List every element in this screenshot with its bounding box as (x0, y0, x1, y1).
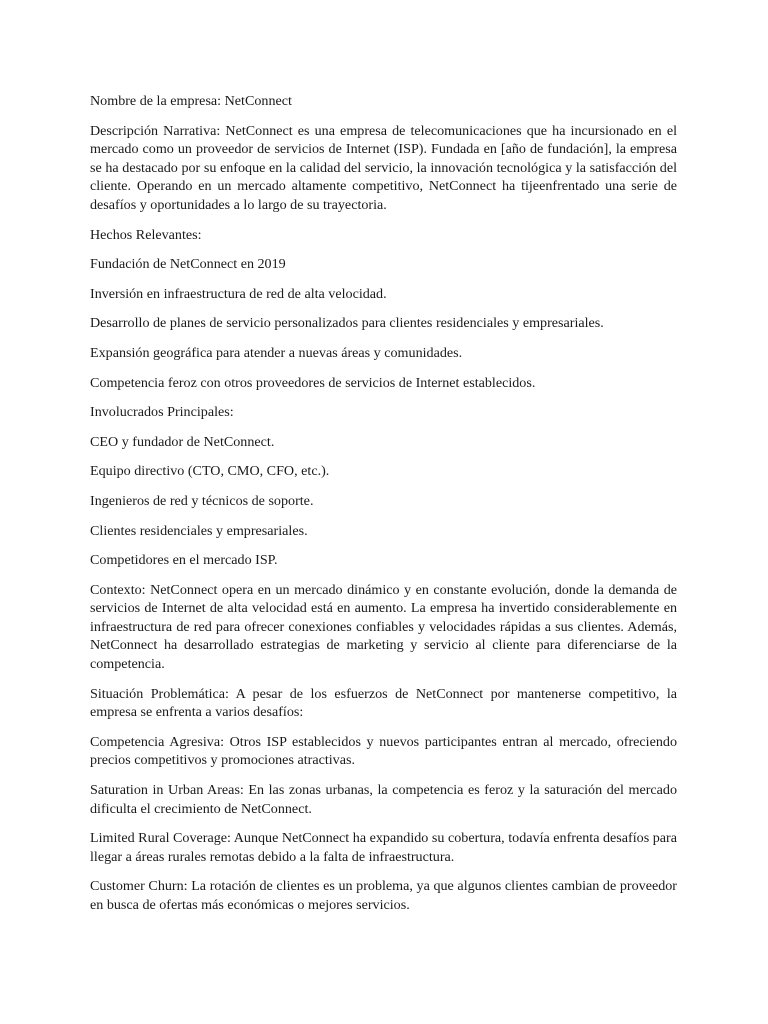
relevant-facts-heading: Hechos Relevantes: (90, 226, 202, 243)
stakeholders-heading: Involucrados Principales: (90, 404, 234, 421)
challenge-item: Saturation in Urban Areas: En las zonas urbanas, la competencia es feroz y la saturación del mercado dificulta el crecimiento de NetConnect. (90, 782, 677, 817)
stakeholder-item: CEO y fundador de NetConnect. (90, 433, 275, 450)
fact-item: Fundación de NetConnect en 2019 (90, 256, 286, 273)
fact-item: Competencia feroz con otros proveedores de servicios de Internet establecidos. (90, 374, 536, 391)
stakeholder-item: Clientes residenciales y empresariales. (90, 522, 308, 539)
company-name-line: Nombre de la empresa: NetConnect (90, 93, 292, 109)
stakeholder-item: Ingenieros de red y técnicos de soporte. (90, 492, 314, 509)
challenge-item: Competencia Agresiva: Otros ISP establecidos y nuevos participantes entran al mercado, ofreciendo precios competitivos y promociones atractivas. (90, 733, 677, 769)
document-page (90, 92, 677, 926)
stakeholder-item: Equipo directivo (CTO, CMO, CFO, etc.). (90, 463, 330, 480)
context-paragraph: Contexto: NetConnect opera en un mercado dinámico y en constante evolución, donde la demanda de servicios de Internet de alta velocidad está en aumento. La empresa ha invertido considerablemente en infraestructura de red para ofrecer conexiones confiables y velocidades rápidas a sus clientes. Además, NetConnect ha desarrollado estrategias de marketing y servicio al cliente para diferenciarse de la competencia. (90, 581, 677, 673)
challenge-item: Limited Rural Coverage: Aunque NetConnect ha expandido su cobertura, todavía enfrenta desafíos para llegar a áreas rurales remotas debido a la falta de infraestructura. (90, 830, 677, 865)
fact-item: Inversión en infraestructura de red de alta velocidad. (90, 285, 387, 302)
problem-situation-paragraph: Situación Problemática: A pesar de los esfuerzos de NetConnect por mantenerse competitivo, la empresa se enfrenta a varios desafíos: (90, 685, 677, 721)
fact-item: Desarrollo de planes de servicio personalizados para clientes residenciales y empresariales. (90, 315, 604, 332)
fact-item: Expansión geográfica para atender a nuevas áreas y comunidades. (90, 344, 463, 361)
narrative-description-paragraph: Descripción Narrativa: NetConnect es una empresa de telecomunicaciones que ha incursionado en el mercado como un proveedor de servicios de Internet (ISP). Fundada en [año de fundación], la empresa se ha destacado por su enfoque en la calidad del servicio, la innovación tecnológica y la satisfacción del cliente. Operando en un mercado altamente competitivo, NetConnect ha tijeenfrentado una serie de desafíos y oportunidades a lo largo de su trayectoria. (90, 122, 677, 213)
challenge-item: Customer Churn: La rotación de clientes es un problema, ya que algunos clientes cambian de proveedor en busca de ofertas más económicas o mejores servicios. (90, 878, 677, 913)
stakeholder-item: Competidores en el mercado ISP. (90, 552, 278, 569)
